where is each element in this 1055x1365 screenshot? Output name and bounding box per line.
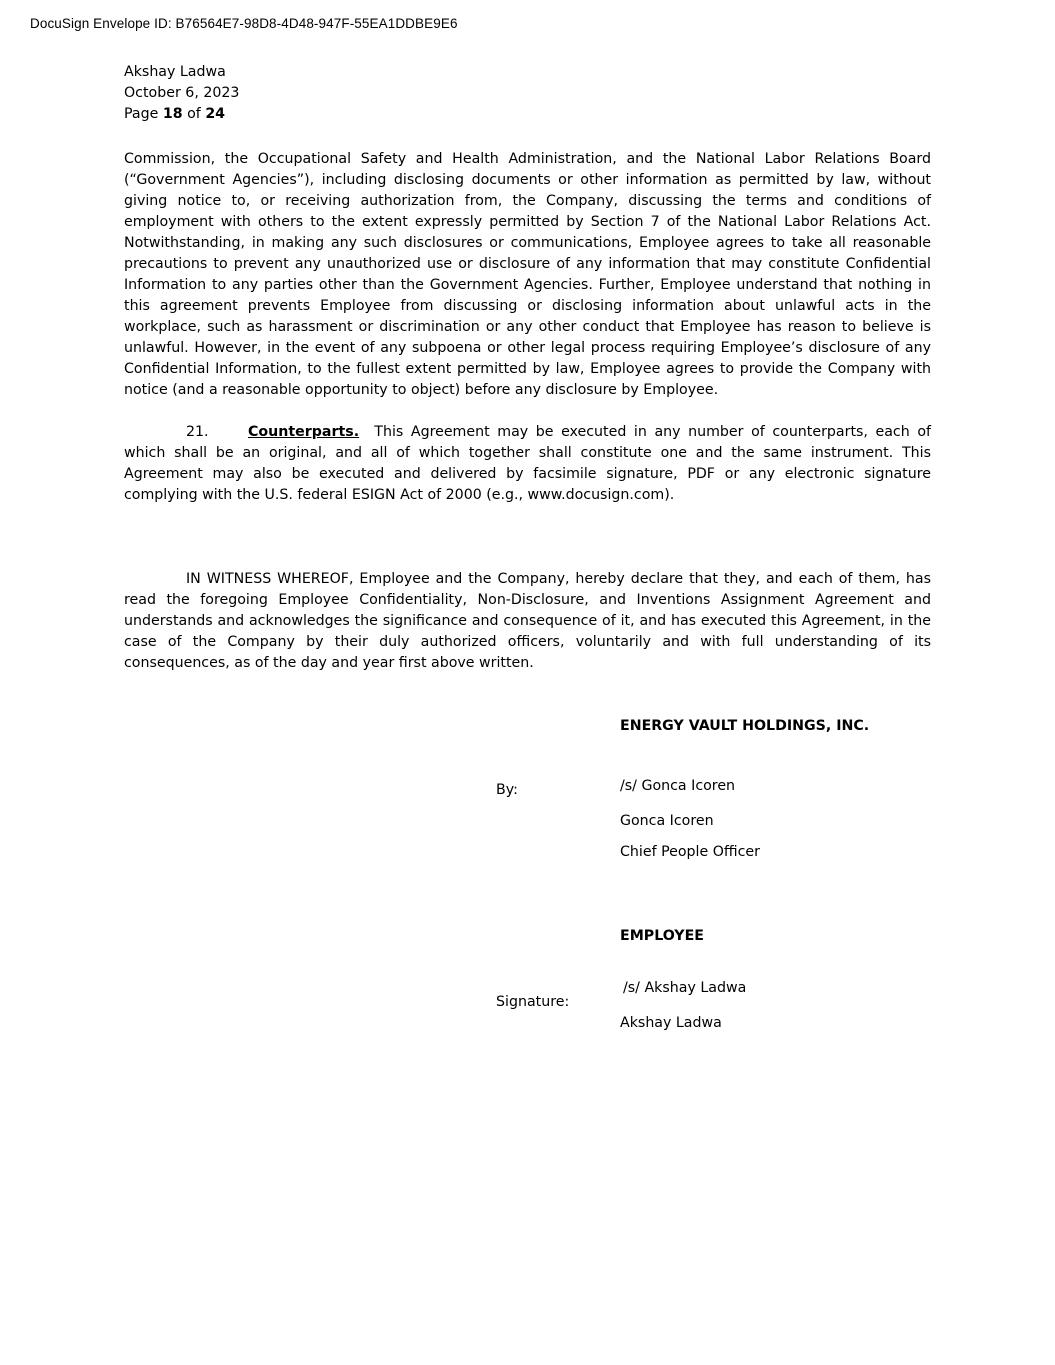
docusign-envelope-id: DocuSign Envelope ID: B76564E7-98D8-4D48-947F-55EA1DDBE9E6 xyxy=(30,16,458,31)
section-heading: Counterparts. xyxy=(248,424,360,440)
company-name: ENERGY VAULT HOLDINGS, INC. xyxy=(620,718,870,734)
section-text: This Agreement may be executed in any number of counterparts, each of which shall be an original, and all of which together shall constitute one and the same instrument. This Agreement may also be executed and delivered by facsimile signature, PDF or any electronic signature complying with the U.S. federal ESIGN Act of 2000 (e.g., www.docusign.com). xyxy=(124,424,936,503)
employee-heading: EMPLOYEE xyxy=(620,928,704,944)
company-signer-title: Chief People Officer xyxy=(620,844,760,860)
company-signer-name: Gonca Icoren xyxy=(620,813,714,829)
page-number xyxy=(124,104,931,125)
page-of: of xyxy=(182,106,206,122)
signature-label: Signature: xyxy=(496,994,570,1010)
company-signature: /s/ Gonca Icoren xyxy=(620,778,736,794)
employee-signature: /s/ Akshay Ladwa xyxy=(623,980,747,996)
page-current: 18 xyxy=(162,106,183,122)
by-label: By: xyxy=(496,782,518,798)
employee-name: Akshay Ladwa xyxy=(620,1015,722,1031)
letter-date: October 6, 2023 xyxy=(124,85,240,101)
paragraph-in-witness-whereof: IN WITNESS WHEREOF, Employee and the Company, hereby declare that they, and each of them, has read the foregoing Employee Confidentiality, Non-Disclosure, and Inventions Assignment Agreement and understands and acknowledges the significance and consequence of it, and has executed this Agreement, in the case of the Company by their duly authorized officers, voluntarily and with full understanding of its consequences, as of the day and year first above written. xyxy=(124,571,931,671)
document-page xyxy=(124,62,936,674)
paragraph-counterparts xyxy=(124,422,936,506)
paragraph-government-agencies: Commission, the Occupational Safety and Health Administration, and the National Labor Relations Board (“Government Agencies”), including disclosing documents or other information as permitted by law, without giving notice to, or receiving authorization from, the Company, discussing the terms and conditions of employment with others to the extent expressly permitted by Section 7 of the National Labor Relations Act. Notwithstanding, in making any such disclosures or communications, Employee agrees to take all reasonable precautions to prevent any unauthorized use or disclosure of any information that may constitute Confidential Information to any parties other than the Government Agencies. Further, Employee understand that nothing in this agreement prevents Employee from discussing or disclosing information about unlawful acts in the workplace, such as harassment or discrimination or any other conduct that Employee has reason to believe is unlawful. However, in the event of any subpoena or other legal process requiring Employee’s disclosure of any Confidential Information, to the fullest extent permitted by law, Employee agrees to provide the Company with notice (and a reasonable opportunity to object) before any disclosure by Employee. xyxy=(124,151,931,398)
page-total: 24 xyxy=(205,106,226,122)
section-number: 21. xyxy=(186,424,209,440)
recipient-name: Akshay Ladwa xyxy=(124,64,226,80)
letter-header xyxy=(124,62,931,125)
page-prefix: Page xyxy=(124,106,163,122)
